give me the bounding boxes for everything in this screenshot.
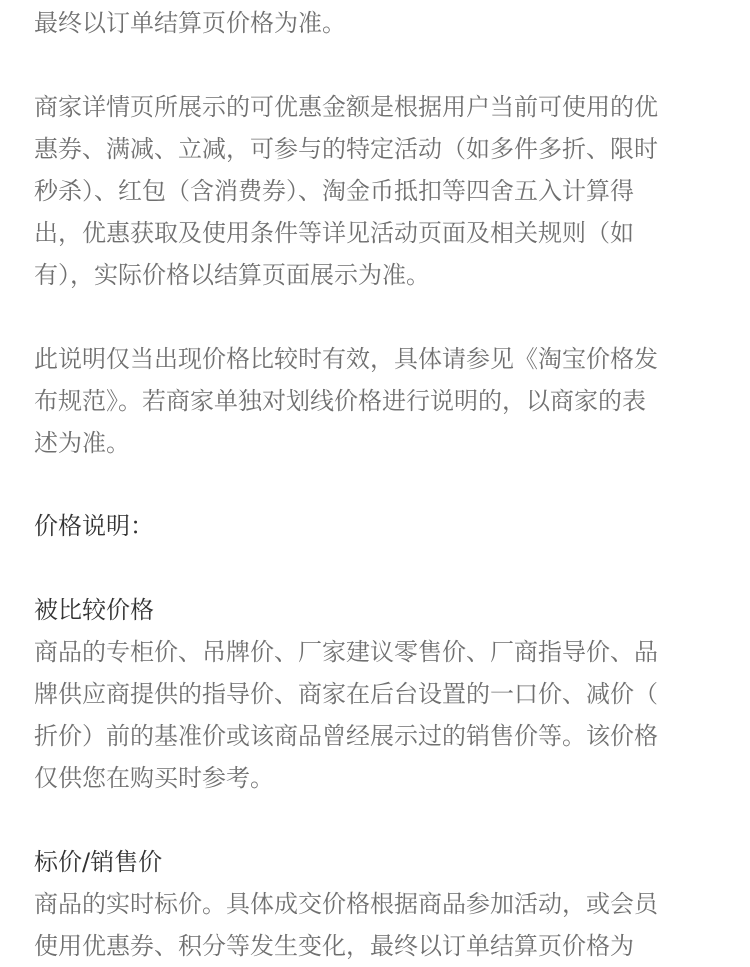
- paragraph-line: 惠券、满减、立减，可参与的特定活动（如多件多折、限时: [34, 135, 658, 163]
- paragraph-line: 布规范》。若商家单独对划线价格进行说明的，以商家的表: [34, 387, 646, 415]
- paragraph-line: 此说明仅当出现价格比较时有效，具体请参见《淘宝价格发: [34, 345, 658, 373]
- paragraph-line: 述为准。: [34, 429, 130, 457]
- paragraph-line: 牌供应商提供的指导价、商家在后台设置的一口价、减价（: [34, 680, 658, 708]
- paragraph-line: 有），实际价格以结算页面展示为准。: [34, 261, 430, 289]
- paragraph-line: 商家详情页所展示的可优惠金额是根据用户当前可使用的优: [34, 93, 658, 121]
- section-heading: 被比较价格: [34, 596, 154, 624]
- paragraph-line: 商品的实时标价。具体成交价格根据商品参加活动，或会员: [34, 890, 658, 918]
- paragraph-line: 使用优惠券、积分等发生变化，最终以订单结算页价格为: [34, 932, 634, 960]
- paragraph-line: 秒杀）、红包（含消费券）、淘金币抵扣等四舍五入计算得: [34, 177, 634, 205]
- paragraph-line: 商品的专柜价、吊牌价、厂家建议零售价、厂商指导价、品: [34, 638, 658, 666]
- paragraph-line: 仅供您在购买时参考。: [34, 764, 274, 792]
- paragraph-line: 折价）前的基准价或该商品曾经展示过的销售价等。该价格: [34, 722, 658, 750]
- paragraph-line: 出，优惠获取及使用条件等详见活动页面及相关规则（如: [34, 219, 634, 247]
- section-label: 价格说明：: [34, 512, 154, 540]
- paragraph-line: 最终以订单结算页价格为准。: [34, 9, 346, 37]
- section-heading: 标价/销售价: [34, 848, 163, 876]
